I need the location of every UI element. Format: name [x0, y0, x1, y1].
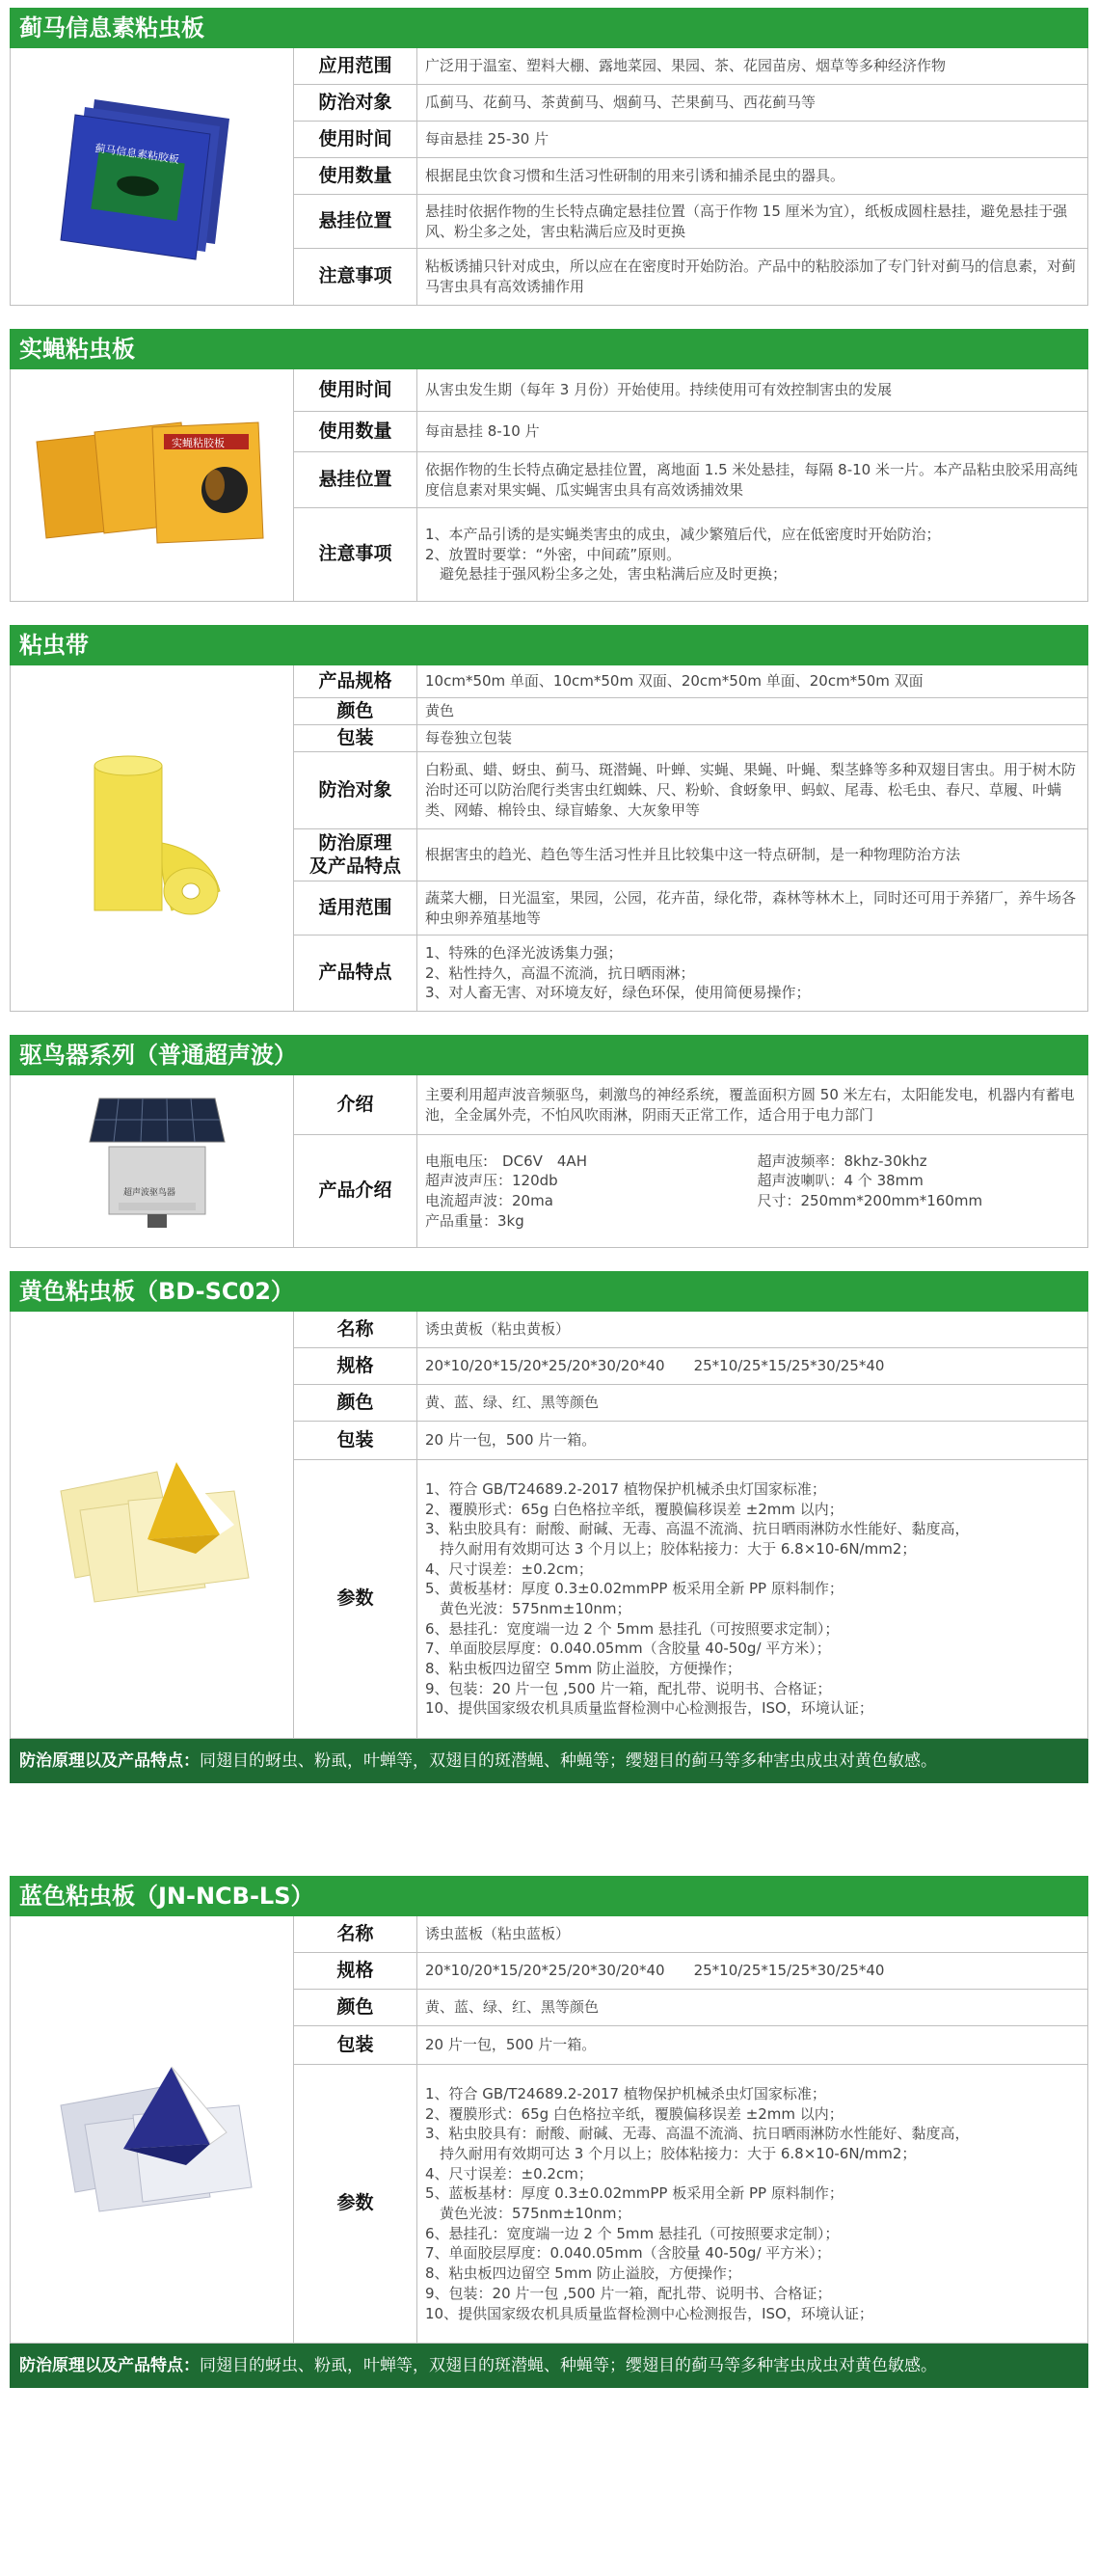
spec-line: 诱虫蓝板（粘虫蓝板） [425, 1925, 571, 1943]
spec-line: 持久耐用有效期可达 3 个月以上；胶体粘接力：大于 6.8×10-6N/mm2； [425, 1539, 917, 1558]
section-title: 驱鸟器系列（普通超声波） [10, 1035, 1088, 1075]
spec-label: 应用范围 [294, 48, 417, 84]
spec-row [294, 195, 1087, 249]
spec-rows [294, 665, 1087, 1011]
spec-line: 20*10/20*15/20*25/20*30/20*40 25*10/25*15/25*30/25*40 [425, 1962, 885, 1980]
spec-line: 产品重量：3kg [425, 1211, 524, 1230]
spec-value [417, 665, 1087, 697]
spec-value [417, 1312, 1087, 1347]
spec-row [294, 48, 1087, 85]
spec-value [417, 1075, 1087, 1134]
spec-line: 粘板诱捕只针对成虫，所以应在在密度时开始防治。产品中的粘胶添加了专门针对蓟马的信息素，对蓟马害虫具有高效诱捕作用 [425, 258, 1077, 295]
product-image-cell [11, 48, 294, 305]
spec-value [417, 1422, 1087, 1459]
spec-label: 注意事项 [294, 508, 417, 601]
spec-line: 4、尺寸误差：±0.2cm； [425, 2164, 593, 2183]
spec-label: 名称 [294, 1916, 417, 1952]
spec-row [294, 1135, 1087, 1247]
section-blue-board [10, 1876, 1088, 2388]
spec-label: 使用数量 [294, 158, 417, 194]
footer-label: 防治原理以及产品特点： [19, 1751, 200, 1771]
section-title: 蓝色粘虫板（JN-NCB-LS） [10, 1876, 1088, 1916]
spec-label: 参数 [294, 1460, 417, 1738]
footer-text: 同翅目的蚜虫、粉虱，叶蝉等，双翅目的斑潜蝇、种蝇等；缨翅目的蓟马等多种害虫成虫对黄色敏感。 [200, 2356, 937, 2376]
spec-line: 1、符合 GB/T24689.2-2017 植物保护机械杀虫灯国家标准； [425, 1479, 826, 1498]
spec-row [294, 1953, 1087, 1990]
spec-line: 20 片一包，500 片一箱。 [425, 2036, 597, 2054]
spec-label: 颜色 [294, 1385, 417, 1421]
spec-value [417, 698, 1087, 724]
yellow-roll-icon [66, 746, 239, 930]
spec-value [417, 249, 1087, 305]
spec-value [417, 158, 1087, 194]
spec-value [417, 935, 1087, 1011]
spec-value [417, 1990, 1087, 2025]
spec-row [294, 1075, 1087, 1135]
spec-line: 9、包装：20 片一包 ,500 片一箱，配扎带、说明书、合格证； [425, 1679, 832, 1697]
spec-row [294, 1385, 1087, 1422]
spec-label: 规格 [294, 1348, 417, 1384]
spec-row [294, 1990, 1087, 2026]
blue-booklet-icon [37, 90, 268, 263]
spec-label: 产品特点 [294, 935, 417, 1011]
spec-row [294, 1460, 1087, 1738]
spec-value [417, 1953, 1087, 1989]
spec-row [294, 412, 1087, 452]
fruitfly-cards-icon [27, 413, 278, 557]
spec-value [417, 85, 1087, 121]
section-body [10, 665, 1088, 1012]
spec-row [294, 665, 1087, 698]
spec-value [417, 752, 1087, 828]
spec-line: 20*10/20*15/20*25/20*30/20*40 25*10/25*15/25*30/25*40 [425, 1357, 885, 1375]
spec-line: 5、黄板基材：厚度 0.3±0.02mmPP 板采用全新 PP 原料制作； [425, 1580, 844, 1598]
spec-row [294, 2065, 1087, 2343]
spec-label: 规格 [294, 1953, 417, 1989]
spec-line: 瓜蓟马、花蓟马、茶黄蓟马、烟蓟马、芒果蓟马、西花蓟马等 [425, 94, 817, 112]
spec-label: 适用范围 [294, 881, 417, 935]
spec-line: 超声波频率：8khz-30khz [757, 1152, 927, 1170]
feature-footer-bar [10, 2344, 1088, 2388]
spec-line: 7、单面胶层厚度：0.040.05mm（含胶量 40-50g/ 平方米）； [425, 2244, 831, 2263]
spec-line: 尺寸：250mm*200mm*160mm [757, 1192, 983, 1209]
spec-line: 持久耐用有效期可达 3 个月以上；胶体粘接力：大于 6.8×10-6N/mm2； [425, 2145, 917, 2163]
spec-line: 每卷独立包装 [425, 729, 513, 747]
booklet-label: 蓟马信息素粘胶板 [94, 142, 180, 167]
product-image-cell [11, 1075, 294, 1247]
spec-line: 10cm*50m 单面、10cm*50m 双面、20cm*50m 单面、20cm*50m 双面 [425, 672, 924, 691]
product-image-cell [11, 1312, 294, 1738]
spec-line: 2、覆膜形式：65g 白色格拉辛纸，覆膜偏移误差 ±2mm 以内； [425, 1500, 844, 1518]
spec-rows [294, 1075, 1087, 1247]
spec-value [417, 1385, 1087, 1421]
product-image-cell [11, 665, 294, 1011]
spec-line: 电瓶电压: DC6V 4AH [425, 1152, 587, 1170]
spec-line: 1、特殊的色泽光波诱集力强； [425, 943, 623, 962]
section-body [10, 1916, 1088, 2344]
spec-line: 黄色 [425, 702, 455, 720]
yellow-sticky-board-icon [41, 1433, 263, 1616]
spec-label: 名称 [294, 1312, 417, 1347]
spec-value [417, 725, 1087, 751]
spec-line: 电流超声波：20ma [425, 1192, 553, 1209]
spec-line: 依据作物的生长特点确定悬挂位置，离地面 1.5 米处悬挂，每隔 8-10 米一片。本产品粘虫胶采用高纯度信息素对果实蝇、瓜实蝇害虫具有高效诱捕效果 [425, 460, 1078, 499]
spec-line: 避免悬挂于强风粉尘多之处，害虫粘满后应及时更换； [425, 565, 788, 583]
spec-label: 悬挂位置 [294, 195, 417, 248]
spec-line: 根据昆虫饮食习惯和生活习性研制的用来引诱和捕杀昆虫的器具。 [425, 167, 845, 185]
spec-label: 产品介绍 [294, 1135, 417, 1247]
spec-line: 5、蓝板基材：厚度 0.3±0.02mmPP 板采用全新 PP 原料制作； [425, 2184, 844, 2203]
section-title: 蓟马信息素粘虫板 [10, 8, 1088, 48]
spec-rows [294, 1312, 1087, 1738]
spec-line: 9、包装：20 片一包 ,500 片一箱，配扎带、说明书、合格证； [425, 2284, 832, 2302]
spec-line: 黄、蓝、绿、红、黑等颜色 [425, 1394, 600, 1412]
spec-value [417, 1916, 1087, 1952]
spec-row [294, 1422, 1087, 1460]
section-title: 粘虫带 [10, 625, 1088, 665]
spec-row [294, 369, 1087, 412]
spec-line: 主要利用超声波音频驱鸟，刺激鸟的神经系统，覆盖面积方圆 50 米左右，太阳能发电，机器内有蓄电池，全金属外壳，不怕风吹雨淋，阴雨天正常工作，适合用于电力部门 [425, 1085, 1075, 1124]
spec-label: 颜色 [294, 1990, 417, 2025]
section-body [10, 369, 1088, 602]
spec-line: 8、粘虫板四边留空 5mm 防止溢胶，方便操作； [425, 1660, 741, 1678]
spec-line: 广泛用于温室、塑料大棚、露地菜园、果园、茶、花园苗房、烟草等多种经济作物 [425, 57, 947, 75]
spec-row [294, 249, 1087, 305]
product-image-cell [11, 1916, 294, 2343]
spec-line: 黄色光波：575nm±10nm； [425, 2205, 631, 2223]
spec-line: 黄色光波：575nm±10nm； [425, 1600, 631, 1617]
spec-line: 超声波声压：120db [425, 1172, 558, 1190]
spec-line: 白粉虱、蜡、蚜虫、蓟马、斑潜蝇、叶蝉、实蝇、果蝇、叶蝇、梨茎蜂等多种双翅目害虫。用于树木防治时还可以防治爬行类害虫红蜘蛛、尺、粉蚧、食蚜象甲、蚂蚁、尾毒、松毛虫、春尺、草履、叶螨类、网蝽、棉铃虫、绿盲蝽象、大灰象甲等 [425, 761, 1077, 819]
spec-row [294, 452, 1087, 508]
spec-line: 从害虫发生期（每年 3 月份）开始使用。持续使用可有效控制害虫的发展 [425, 381, 893, 399]
section-yellow-board [10, 1271, 1088, 1783]
spec-line: 2、放置时要掌：“外密，中间疏”原则。 [425, 545, 682, 563]
spec-value [417, 829, 1087, 881]
spec-row [294, 122, 1087, 158]
spec-rows [294, 48, 1087, 305]
section-body [10, 48, 1088, 306]
spec-row [294, 2026, 1087, 2065]
spec-value [417, 1348, 1087, 1384]
footer-text: 同翅目的蚜虫、粉虱，叶蝉等，双翅目的斑潜蝇、种蝇等；缨翅目的蓟马等多种害虫成虫对黄色敏感。 [200, 1751, 937, 1771]
spec-label: 使用时间 [294, 122, 417, 157]
section-sticky-tape [10, 625, 1088, 1012]
spec-row [294, 881, 1087, 935]
spec-value [417, 1135, 1087, 1247]
blue-sticky-board-icon [41, 2038, 263, 2221]
spec-rows [294, 1916, 1087, 2343]
spec-row [294, 829, 1087, 881]
spec-row [294, 508, 1087, 601]
spec-line: 根据害虫的趋光、趋色等生活习性并且比较集中这一特点研制，是一种物理防治方法 [425, 846, 961, 864]
spec-line: 10、提供国家级农机具质量监督检测中心检测报告，ISO，环境认证； [425, 1699, 873, 1718]
spec-row [294, 85, 1087, 122]
section-fruitfly-board [10, 329, 1088, 602]
spec-label: 防治对象 [294, 85, 417, 121]
spec-label: 介绍 [294, 1075, 417, 1134]
spec-value [417, 122, 1087, 157]
spec-label: 注意事项 [294, 249, 417, 305]
spec-line [758, 1211, 1081, 1232]
spec-line: 7、单面胶层厚度：0.040.05mm（含胶量 40-50g/ 平方米）； [425, 1640, 831, 1658]
spec-line: 3、粘虫胶具有：耐酸、耐碱、无毒、高温不流淌、抗日晒雨淋防水性能好、黏度高， [425, 2125, 970, 2143]
spec-line: 超声波喇叭：4 个 38mm [757, 1172, 924, 1190]
spec-label: 使用时间 [294, 369, 417, 411]
spec-row [294, 725, 1087, 752]
spec-line: 每亩悬挂 25-30 片 [425, 130, 549, 149]
spec-line: 3、粘虫胶具有：耐酸、耐碱、无毒、高温不流淌、抗日晒雨淋防水性能好、黏度高， [425, 1520, 970, 1538]
spec-row [294, 1916, 1087, 1953]
section-title: 实蝇粘虫板 [10, 329, 1088, 369]
spec-rows [294, 369, 1087, 601]
spec-row [294, 1312, 1087, 1348]
spec-line: 1、本产品引诱的是实蝇类害虫的成虫，减少繁殖后代，应在低密度时开始防治； [425, 525, 941, 543]
spec-line: 6、悬挂孔：宽度端一边 2 个 5mm 悬挂孔（可按照要求定制）； [425, 1619, 840, 1638]
card-label: 实蝇粘胶板 [171, 437, 225, 449]
spec-line: 悬挂时依据作物的生长特点确定悬挂位置（高于作物 15 厘米为宜），纸板成圆柱悬挂，避免悬挂于强风、粉尘多之处，害虫粘满后应及时更换 [425, 202, 1068, 240]
spec-line: 10、提供国家级农机具质量监督检测中心检测报告，ISO，环境认证； [425, 2304, 873, 2322]
spec-value [417, 508, 1087, 601]
device-spec-grid [425, 1152, 1080, 1232]
section-title: 黄色粘虫板（BD-SC02） [10, 1271, 1088, 1312]
spec-line: 6、悬挂孔：宽度端一边 2 个 5mm 悬挂孔（可按照要求定制）； [425, 2224, 840, 2242]
spec-label: 包装 [294, 725, 417, 751]
solar-bird-repeller-icon [56, 1089, 249, 1234]
product-image-cell [11, 369, 294, 601]
spec-row [294, 935, 1087, 1011]
spec-line: 20 片一包，500 片一箱。 [425, 1431, 597, 1450]
spec-label: 悬挂位置 [294, 452, 417, 507]
device-label: 超声波驱鸟器 [122, 1188, 175, 1198]
spec-row [294, 698, 1087, 725]
spec-value [417, 2065, 1087, 2343]
spec-label: 参数 [294, 2065, 417, 2343]
section-body [10, 1312, 1088, 1739]
spec-label: 产品规格 [294, 665, 417, 697]
section-bird-repeller [10, 1035, 1088, 1248]
spec-value [417, 369, 1087, 411]
footer-label: 防治原理以及产品特点： [19, 2356, 200, 2376]
spec-line: 蔬菜大棚，日光温室，果园，公园，花卉苗，绿化带，森林等林木上，同时还可用于养猪厂，养牛场各种虫卵养殖基地等 [425, 888, 1077, 927]
spec-label: 包装 [294, 2026, 417, 2064]
spec-line: 2、粘性持久，高温不流淌，抗日晒雨淋； [425, 963, 695, 982]
section-body [10, 1075, 1088, 1248]
spec-row [294, 158, 1087, 195]
spec-line: 3、对人畜无害、对环境友好，绿色环保，使用简便易操作； [425, 984, 811, 1002]
spec-value [417, 195, 1087, 248]
spec-value [417, 1460, 1087, 1738]
spec-label: 使用数量 [294, 412, 417, 451]
spec-line: 2、覆膜形式：65g 白色格拉辛纸，覆膜偏移误差 ±2mm 以内； [425, 2104, 844, 2123]
spec-value [417, 412, 1087, 451]
spec-label: 防治对象 [294, 752, 417, 828]
spec-label: 颜色 [294, 698, 417, 724]
spec-row [294, 752, 1087, 829]
spec-line: 8、粘虫板四边留空 5mm 防止溢胶，方便操作； [425, 2264, 741, 2283]
section-thrips-board [10, 8, 1088, 306]
spec-value [417, 881, 1087, 935]
spec-label: 防治原理 及产品特点 [294, 829, 417, 881]
spec-value [417, 452, 1087, 507]
spec-row [294, 1348, 1087, 1385]
spec-line: 黄、蓝、绿、红、黑等颜色 [425, 1998, 600, 2017]
spec-line: 诱虫黄板（粘虫黄板） [425, 1320, 571, 1339]
spec-value [417, 2026, 1087, 2064]
feature-footer-bar [10, 1739, 1088, 1783]
spec-line: 每亩悬挂 8-10 片 [425, 422, 540, 441]
spec-value [417, 48, 1087, 84]
spec-line: 1、符合 GB/T24689.2-2017 植物保护机械杀虫灯国家标准； [425, 2084, 826, 2102]
spec-line: 4、尺寸误差：±0.2cm； [425, 1559, 593, 1578]
spec-label: 包装 [294, 1422, 417, 1459]
